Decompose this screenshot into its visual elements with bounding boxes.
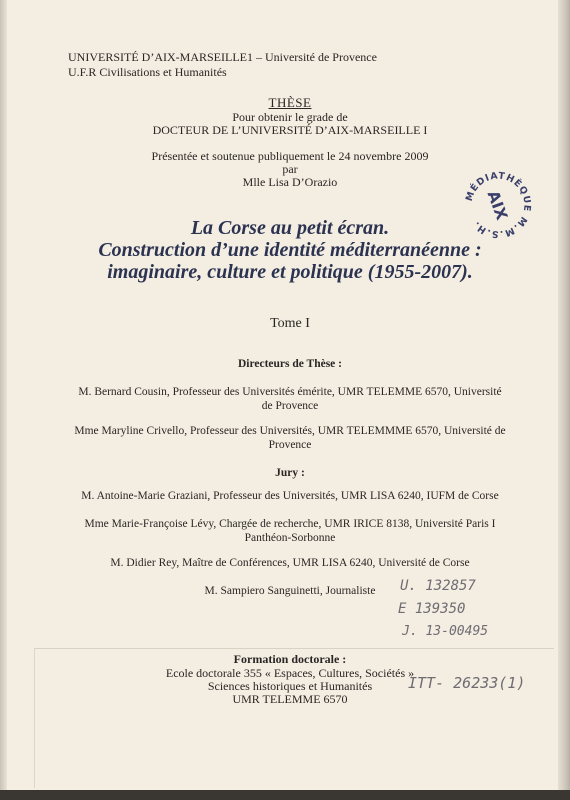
doctoral-program-details <box>20 667 560 706</box>
director-entry <box>20 386 560 413</box>
jury-heading: Jury : <box>275 467 305 479</box>
jury-entry <box>20 585 560 599</box>
doctoral-school: Ecole doctorale 355 « Espaces, Cultures, Sociétés » <box>165 666 415 680</box>
jury-line: M. Didier Rey, Maître de Conférences, UMR LISA 6240, Université de Corse <box>110 557 470 569</box>
author-name: Mlle Lisa D’Orazio <box>242 175 338 189</box>
doctoral-program-heading: Formation doctorale : <box>233 652 347 666</box>
director-line: Mme Maryline Crivello, Professeur des Universités, UMR TELEMMME 6570, Université de <box>74 425 506 437</box>
university-name: UNIVERSITÉ D’AIX-MARSEILLE1 – Université de Provence <box>68 50 377 64</box>
directors-heading: Directeurs de Thèse : <box>237 358 342 370</box>
these-label: THÈSE <box>268 95 312 110</box>
jury-entry <box>20 518 560 545</box>
handwritten-call-number: ITT- 26233(1) <box>408 674 526 692</box>
stamp-center-text: AIX <box>483 188 511 223</box>
degree-intro: Pour obtenir le grade de <box>232 110 348 124</box>
title-line-2: Construction d’une identité méditerranéenne : <box>98 239 482 261</box>
research-unit: UMR TELEMME 6570 <box>232 692 348 706</box>
title-line-1: La Corse au petit écran. <box>190 217 390 239</box>
jury-entry <box>20 490 560 504</box>
doctoral-field: Sciences historiques et Humanités <box>207 679 373 693</box>
jury-line: M. Antoine-Marie Graziani, Professeur des Universités, UMR LISA 6240, IUFM de Corse <box>81 490 499 502</box>
handwritten-call-number: J. 13-00495 <box>402 624 489 639</box>
director-line: M. Bernard Cousin, Professeur des Universités émérite, UMR TELEMME 6570, Université <box>78 386 502 398</box>
jury-line: M. Sampiero Sanguinetti, Journaliste <box>204 585 376 597</box>
jury-line: Mme Marie-Françoise Lévy, Chargée de recherche, UMR IRICE 8138, Université Paris I <box>84 518 496 530</box>
thesis-title <box>20 217 560 283</box>
stamp-ring-text: MÉDIATHÈQUE M.M.S.H. <box>463 170 533 240</box>
director-line: Provence <box>268 438 312 451</box>
volume-label: Tome I <box>270 316 310 331</box>
university-header <box>68 50 377 80</box>
director-line: de Provence <box>261 399 319 412</box>
degree-name: DOCTEUR DE L’UNIVERSITÉ D’AIX-MARSEILLE I <box>152 123 428 137</box>
jury-line: Panthéon-Sorbonne <box>244 531 336 544</box>
paper-fold-line <box>34 648 554 649</box>
title-line-3: imaginaire, culture et politique (1955-2007). <box>107 261 473 283</box>
scan-bottom-edge <box>0 790 570 800</box>
handwritten-call-number: U. 132857 <box>400 578 476 594</box>
degree-block <box>20 111 560 137</box>
jury-entry <box>20 557 560 571</box>
handwritten-call-number: E 139350 <box>398 601 466 617</box>
ufr-name: U.F.R Civilisations et Humanités <box>68 65 227 79</box>
page-left-edge <box>0 0 7 800</box>
defense-date: Présentée et soutenue publiquement le 24 novembre 2009 <box>151 149 429 163</box>
defense-par: par <box>282 162 298 176</box>
director-entry <box>20 425 560 452</box>
